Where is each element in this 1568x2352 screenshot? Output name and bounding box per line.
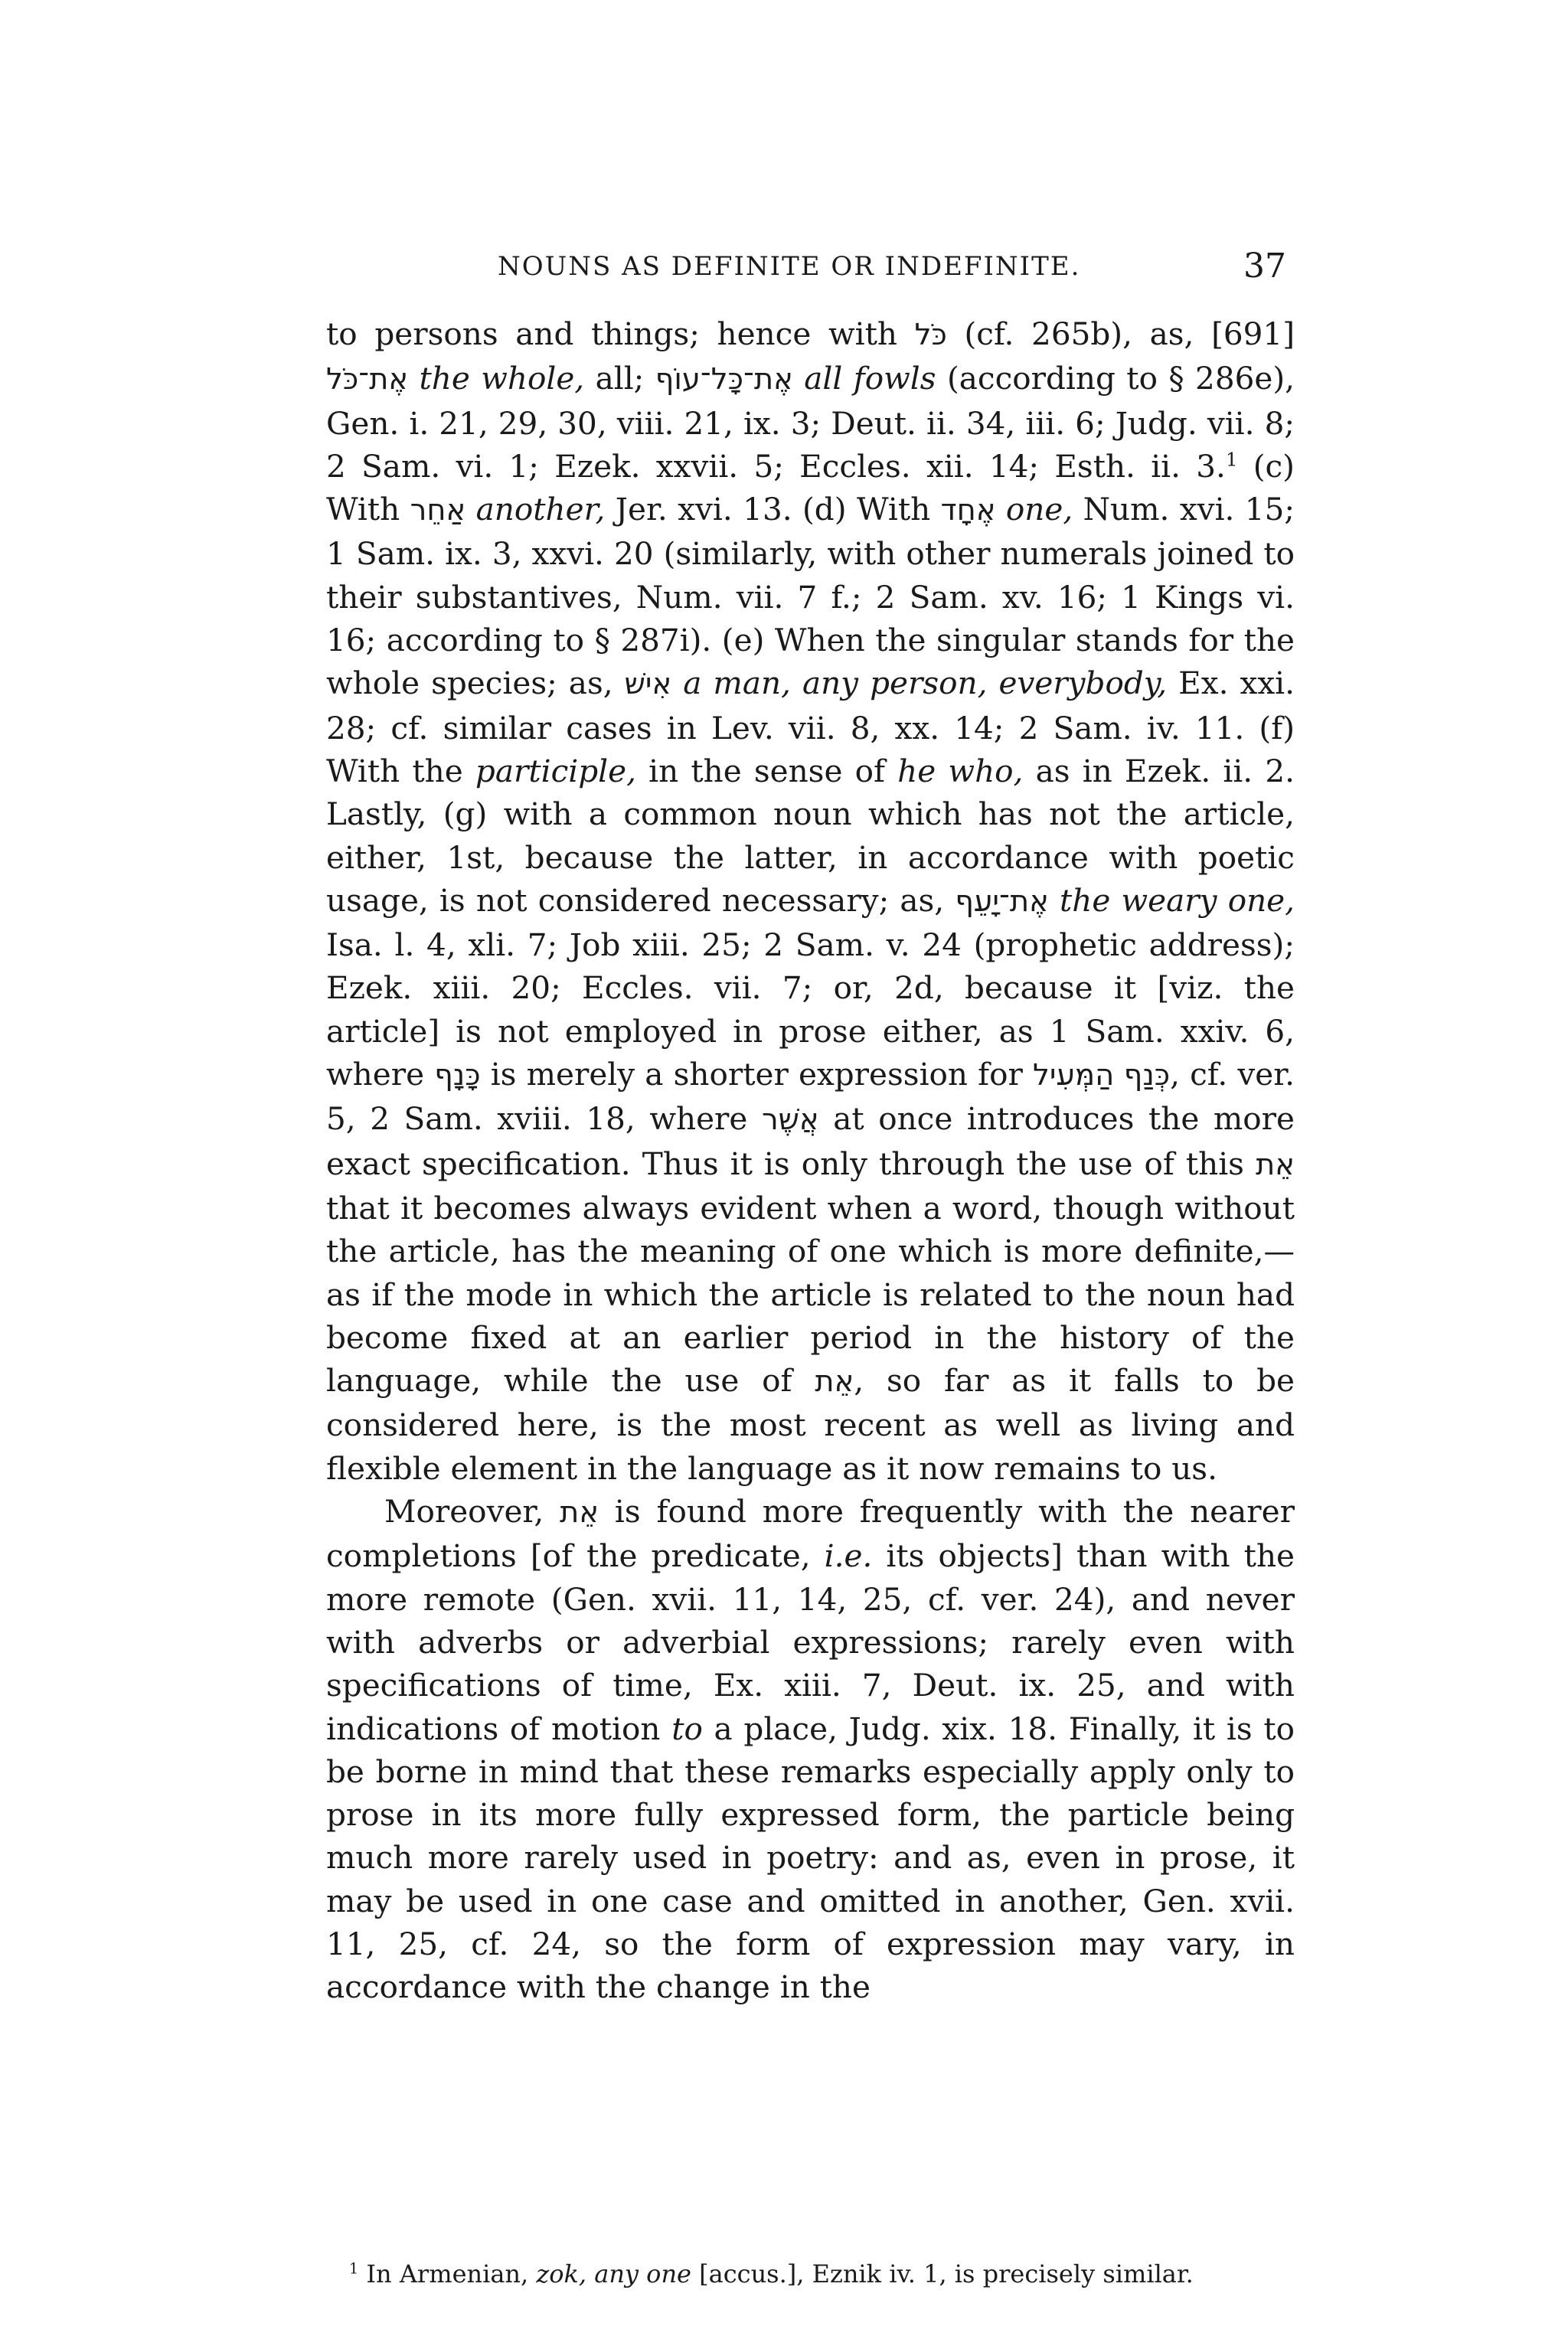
italic-gloss: the weary one, [1060,881,1295,919]
hebrew-word: אַחֵר [410,493,466,528]
hebrew-word: אֶת־יָעֵף [955,884,1049,919]
hebrew-word: כָּנָף [434,1058,481,1093]
italic-gloss: one, [1005,491,1073,528]
footnote-reference[interactable]: 1 [1225,448,1238,471]
text-run [995,491,1005,528]
italic-gloss: the whole, [419,360,585,397]
text-run: its objects] than with the more remote (Gen. xvii. 11, 14, 25, cf. ver. 24), and never with adverbs or adverbial expressions; rarely even with specifications of time, Ex. xiii. 7, Deut. ix. 25, and with indications of motion [326,1537,1295,1747]
italic-word: zok, [536,2259,587,2288]
italic-term: participle, [475,752,636,789]
text-run: is found more frequently with the nearer completions [of the predicate, [326,1493,1295,1575]
paragraph-2 [326,1490,1295,2009]
text-run: , so far as it falls to be considered here, is the most recent as well as living and flexible element in the language as it now remains to us. [326,1362,1295,1487]
italic-word: to [671,1710,703,1747]
text-run: , cf. ver. 5, 2 Sam. xviii. 18, where [326,1056,1295,1138]
text-run: a place, Judg. xix. 18. Finally, it is to be borne in mind that these remarks especially apply only to prose in its more fully expressed form, the particle being much more rarely used in poetry: and as, even in prose, it may be used in one case and omitted in another, Gen. xvii. 11, 25, cf. 24, so the form of expression may vary, in accordance with the change in the [326,1710,1295,2006]
hebrew-word: אֲשֶׁר [761,1102,819,1138]
text-run: that it becomes always evident when a word, though without the article, has the meaning of one which is more definite,—as if the mode in which the article is related to the noun had become fixed at an earlier period in the history of the language, while the use of [326,1189,1295,1400]
text-run [586,2259,594,2288]
hebrew-word: אֵת [1256,1147,1295,1182]
body-text [326,312,1295,2009]
text-run: to persons and things; hence with [326,315,915,352]
hebrew-word: אֵת [815,1364,854,1400]
text-run: (c) With [326,447,1295,528]
text-run: (according to § 286e), Gen. i. 21, 29, 30, viii. 21, ix. 3; Deut. ii. 34, iii. 6; Judg. vii. 8; 2 Sam. vi. 1; Ezek. xxvii. 5; Eccles. xii. 14; Esth. ii. 3. [326,360,1295,485]
page-number: 37 [1243,247,1286,286]
footnote [326,2259,1295,2289]
footnote-marker: 1 [349,2259,359,2278]
text-run: as in Ezek. ii. 2. Lastly, (g) with a common noun which has not the article, either, 1st, because the latter, in accordance with poetic usage, is not considered necessary; as, [326,752,1295,919]
hebrew-word: אִישׁ [624,667,672,702]
text-run: [accus.], Eznik iv. 1, is precisely similar. [691,2259,1194,2288]
hebrew-word: אֶת־כָּל־עוֹף [655,362,793,397]
italic-gloss: a man, any person, everybody, [683,665,1168,702]
text-run [408,360,419,397]
italic-abbreviation: i.e. [824,1537,873,1575]
italic-gloss: another, [475,491,606,528]
paragraph-1 [326,312,1295,1490]
text-run: In Armenian, [358,2259,537,2288]
text-run: at once introduces the more exact specification. Thus it is only through the use of this [326,1100,1295,1182]
hebrew-word: אֶחָד [940,493,996,528]
text-run [1049,882,1060,919]
italic-gloss: all fowls [804,360,936,397]
text-run: Isa. l. 4, xli. 7; Job xiii. 25; 2 Sam. v. 24 (prophetic address); Ezek. xiii. 20; Eccles. vii. 7; or, 2d, because it [viz. the article] is not employed in prose either, as 1 Sam. xxiv. 6, where [326,926,1295,1093]
text-run: Moreover, [384,1493,560,1530]
hebrew-word: אֶת־כֹּל [326,362,409,397]
running-title: NOUNS AS DEFINITE OR INDEFINITE. [498,251,1081,282]
text-run [466,491,475,528]
italic-gloss: any one [594,2259,691,2288]
hebrew-word: כְּנַף הַמְּעִיל [1033,1058,1171,1093]
text-run: in the sense of [635,752,898,789]
text-run: Jer. xvi. 13. (d) With [605,491,941,528]
text-run: all; [584,360,655,397]
text-run: (cf. 265b), as, [691] [946,315,1295,352]
italic-gloss: he who, [897,752,1024,789]
text-run [671,665,683,701]
text-run [793,360,804,397]
text-run: Num. xvi. 15; 1 Sam. ix. 3, xxvi. 20 (similarly, with other numerals joined to their substantives, Num. vii. 7 f.; 2 Sam. xv. 16; 1 Kings vi. 16; according to § 287i). (e) When the singular stands for the whole species; as, [326,491,1295,702]
hebrew-word: אֵת [560,1495,599,1530]
hebrew-word: כֹּל [914,318,947,352]
text-run: Ex. xxi. 28; cf. similar cases in Lev. vii. 8, xx. 14; 2 Sam. iv. 11. (f) With the [326,665,1295,789]
text-run: is merely a shorter expression for [480,1056,1034,1093]
